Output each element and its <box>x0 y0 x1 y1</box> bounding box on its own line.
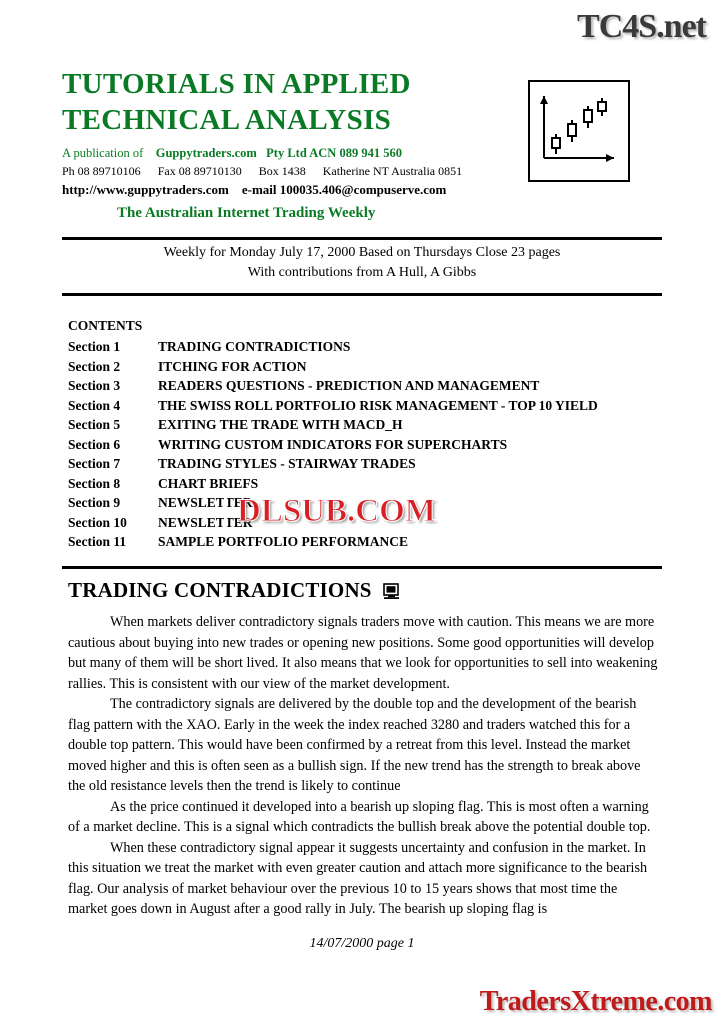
paragraph: As the price continued it developed into a bearish up sloping flag. This is most often a warning of a market decline. This is a signal which contradicts the bullish break above the potential double top. <box>68 798 651 835</box>
article-body <box>68 612 660 920</box>
divider-top <box>62 237 662 240</box>
contents-section-number: Section 9 <box>68 495 121 510</box>
list-item[interactable] <box>68 454 668 474</box>
contents-section-number: Section 2 <box>68 358 121 374</box>
website-url[interactable]: http://www.guppytraders.com <box>62 182 229 197</box>
publication-prefix: A publication of <box>62 146 144 160</box>
paragraph: When markets deliver contradictory signals traders move with caution. This means we are more cautious about buying into new trades or opening new positions. Some good opportunities will develop but many of them will be short lived. It also means that we look for opportunities to sell into weakening rallies. This is consistent with our view of the market development. <box>68 614 658 692</box>
url-line <box>62 182 662 198</box>
fax-number: Fax 08 89710130 <box>157 164 242 178</box>
masthead-title <box>62 66 502 138</box>
contents-section-title: NEWSLETTER <box>158 514 253 530</box>
contents-section-title: SAMPLE PORTFOLIO PERFORMANCE <box>158 534 409 549</box>
contents-section-title: READERS QUESTIONS - PREDICTION AND MANAGEMENT <box>158 378 540 393</box>
contents-section-title: EXITING THE TRADE WITH MACD_H <box>158 417 403 432</box>
divider-article <box>62 566 662 569</box>
article-title <box>68 578 401 606</box>
contents-section-number: Section 5 <box>68 417 121 432</box>
divider-contents <box>62 293 662 296</box>
list-item[interactable] <box>68 357 668 377</box>
contents-section-number: Section 8 <box>68 475 121 491</box>
masthead-tagline: The Australian Internet Trading Weekly <box>117 205 376 221</box>
contents-section-title: WRITING CUSTOM INDICATORS FOR SUPERCHARTS <box>158 436 508 452</box>
issue-line-1: Weekly for Monday July 17, 2000 Based on Thursdays Close 23 pages <box>163 245 561 260</box>
contents-section-title: TRADING STYLES - STAIRWAY TRADES <box>158 456 416 471</box>
stairway-chart-icon <box>530 82 624 176</box>
paragraph: The contradictory signals are delivered by the double top and the development of the bearish flag pattern with the XAO. Early in the week the index reached 3280 and traders watched this for a double top pattern. This would have been confirmed by a retreat from this level. Instead the market moved higher and this is often seen as a bullish sign. If the new trend has the strength to break above the old resistance levels then the trend is likely to continue <box>68 696 641 794</box>
list-item[interactable] <box>68 435 668 455</box>
list-item[interactable] <box>68 396 668 416</box>
phone-number: Ph 08 89710106 <box>62 164 141 178</box>
page-footer: 14/07/2000 page 1 <box>309 936 415 951</box>
contents-section-number: Section 6 <box>68 436 121 452</box>
contents-section-number: Section 1 <box>68 339 121 354</box>
contents-section-number: Section 7 <box>68 456 121 471</box>
masthead-title-line2: TECHNICAL ANALYSIS <box>62 104 392 136</box>
contents-section-title: CHART BRIEFS <box>158 475 259 491</box>
email-address[interactable]: e-mail 100035.406@compuserve.com <box>241 182 447 197</box>
contents-section-title: ITCHING FOR ACTION <box>158 358 307 374</box>
contents-section-title: THE SWISS ROLL PORTFOLIO RISK MANAGEMENT - TOP 10 YIELD <box>158 397 598 413</box>
watermark-top-right: TC4S.net <box>577 8 706 45</box>
masthead-title-line1: TUTORIALS IN APPLIED <box>62 68 411 100</box>
contents-section-title: TRADING CONTRADICTIONS <box>158 339 351 354</box>
postal-address: Katherine NT Australia 0851 <box>322 164 463 178</box>
computer-icon <box>383 581 401 606</box>
publication-name: Guppytraders.com <box>155 146 257 160</box>
list-item[interactable] <box>68 415 668 435</box>
watermark-bottom-right: TradersXtreme.com <box>479 986 712 1017</box>
publication-suffix: Pty Ltd ACN 089 941 560 <box>266 146 402 160</box>
contents-section-number: Section 3 <box>68 378 121 393</box>
watermark-center: DLSUB.COM <box>224 490 449 535</box>
contents-section-number: Section 4 <box>68 397 121 413</box>
contents-section-number: Section 11 <box>68 534 127 549</box>
contents-heading: CONTENTS <box>68 318 143 333</box>
po-box: Box 1438 <box>258 164 306 178</box>
issue-line-2: With contributions from A Hull, A Gibbs <box>247 265 477 280</box>
article-title-text: TRADING CONTRADICTIONS <box>68 578 372 602</box>
contents-section-number: Section 10 <box>68 514 127 530</box>
logo-box <box>528 80 630 182</box>
list-item[interactable] <box>68 337 668 357</box>
list-item[interactable] <box>68 376 668 396</box>
issue-info <box>62 243 662 283</box>
contents-section-title: NEWSLETTER <box>158 495 253 510</box>
paragraph: When these contradictory signal appear it suggests uncertainty and confusion in the market. In this situation we treat the market with even greater caution and attach more significance to the bearish flag. Our analysis of market behaviour over the previous 10 to 15 years shows that most time the market goes down in August after a good rally in July. The bearish up sloping flag is <box>68 839 648 917</box>
